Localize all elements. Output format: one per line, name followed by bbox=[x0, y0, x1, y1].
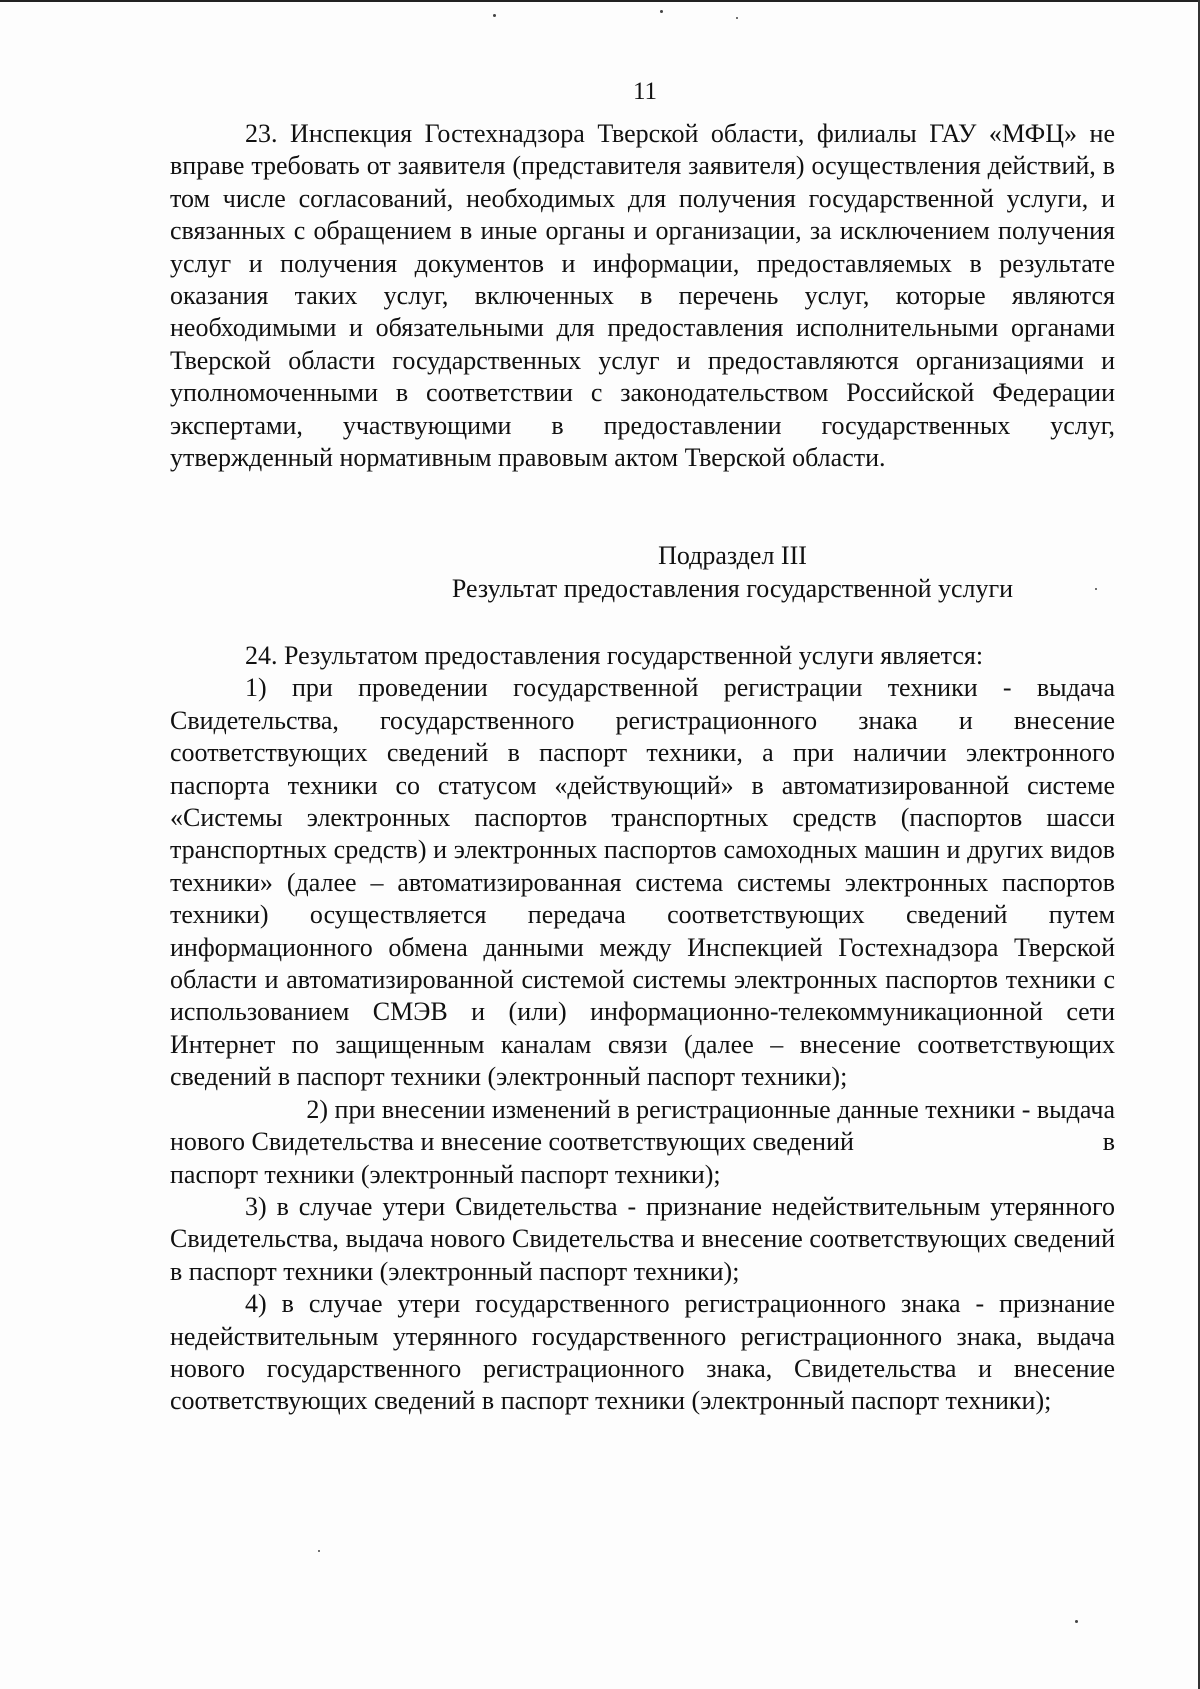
paragraph-24-item-4: 4) в случае утери государственного регистрационного знака - признание недействительным утерянного государственного регистрационного знака, выдача нового государственного регистрационного знака, Свидетельства и внесение соответствующих сведений в паспорт техники (электронный паспорт техники); bbox=[170, 1289, 1115, 1416]
page-number: 11 bbox=[632, 78, 658, 105]
item-2-line-2-left: нового Свидетельства и внесение соответствующих сведений bbox=[170, 1127, 854, 1157]
paragraph-23: 23. Инспекция Гостехнадзора Тверской области, филиалы ГАУ «МФЦ» не вправе требовать от заявителя (представителя заявителя) осуществления действий, в том числе согласований, необходимых для получения государственной услуги, и связанных с обращением в иные органы и организации, за исключением получения услуг и получения документов и информации, предоставляемых в результате оказания таких услуг, включенных в перечень услуг, которые являются необходимыми и обязательными для предоставления исполнительными органами Тверской области государственных услуг и предоставляются организациями и уполномоченными в соответствии с законодательством Российской Федерации экспертами, участвующими в предоставлении государственных услуг, утвержденный нормативным правовым актом Тверской области. bbox=[170, 119, 1115, 473]
item-2-line-2-right: в bbox=[1102, 1127, 1115, 1157]
paragraph-24-item-2-line-3: паспорт техники (электронный паспорт техники); bbox=[170, 1159, 721, 1189]
section-23 bbox=[170, 118, 1115, 474]
paragraph-24-item-1: 1) при проведении государственной регистрации техники - выдача Свидетельства, государственного регистрационного знака и внесение соответствующих сведений в паспорт техники, а при наличии электронного паспорта техники со статусом «действующий» в автоматизированной системе «Системы электронных паспортов транспортных средств (паспортов шасси транспортных средств) и электронных паспортов самоходных машин и других видов техники» (далее – автоматизированная система системы электронных паспортов техники) осуществляется передача соответствующих сведений путем информационного обмена данными между Инспекцией Гостехнадзора Тверской области и автоматизированной системой системы электронных паспортов техники с использованием СМЭВ и (или) информационно-телекоммуникационной сети Интернет по защищенным каналам связи (далее – внесение соответствующих сведений в паспорт техники (электронный паспорт техники); bbox=[170, 673, 1115, 1092]
scan-border-top bbox=[0, 0, 1200, 2]
subsection-title: Результат предоставления государственной услуги bbox=[451, 574, 1014, 603]
scan-speck bbox=[318, 1550, 320, 1552]
section-24 bbox=[170, 640, 1115, 1418]
paragraph-24-item-2-line-2 bbox=[170, 1126, 1115, 1158]
paragraph-24-item-3: 3) в случае утери Свидетельства - признание недействительным утерянного Свидетельства, выдача нового Свидетельства и внесение соответствующих сведений в паспорт техники (электронный паспорт техники); bbox=[170, 1191, 1115, 1286]
scan-speck bbox=[1075, 1620, 1078, 1623]
paragraph-24-item-2-line-1: 2) при внесении изменений в регистрационные данные техники - выдача bbox=[306, 1094, 1115, 1124]
scan-speck bbox=[660, 10, 663, 13]
scan-speck bbox=[736, 17, 738, 19]
paragraph-24-intro: 24. Результатом предоставления государственной услуги является: bbox=[245, 641, 984, 670]
subsection-label: Подраздел III bbox=[658, 541, 807, 570]
scan-speck bbox=[493, 14, 496, 17]
